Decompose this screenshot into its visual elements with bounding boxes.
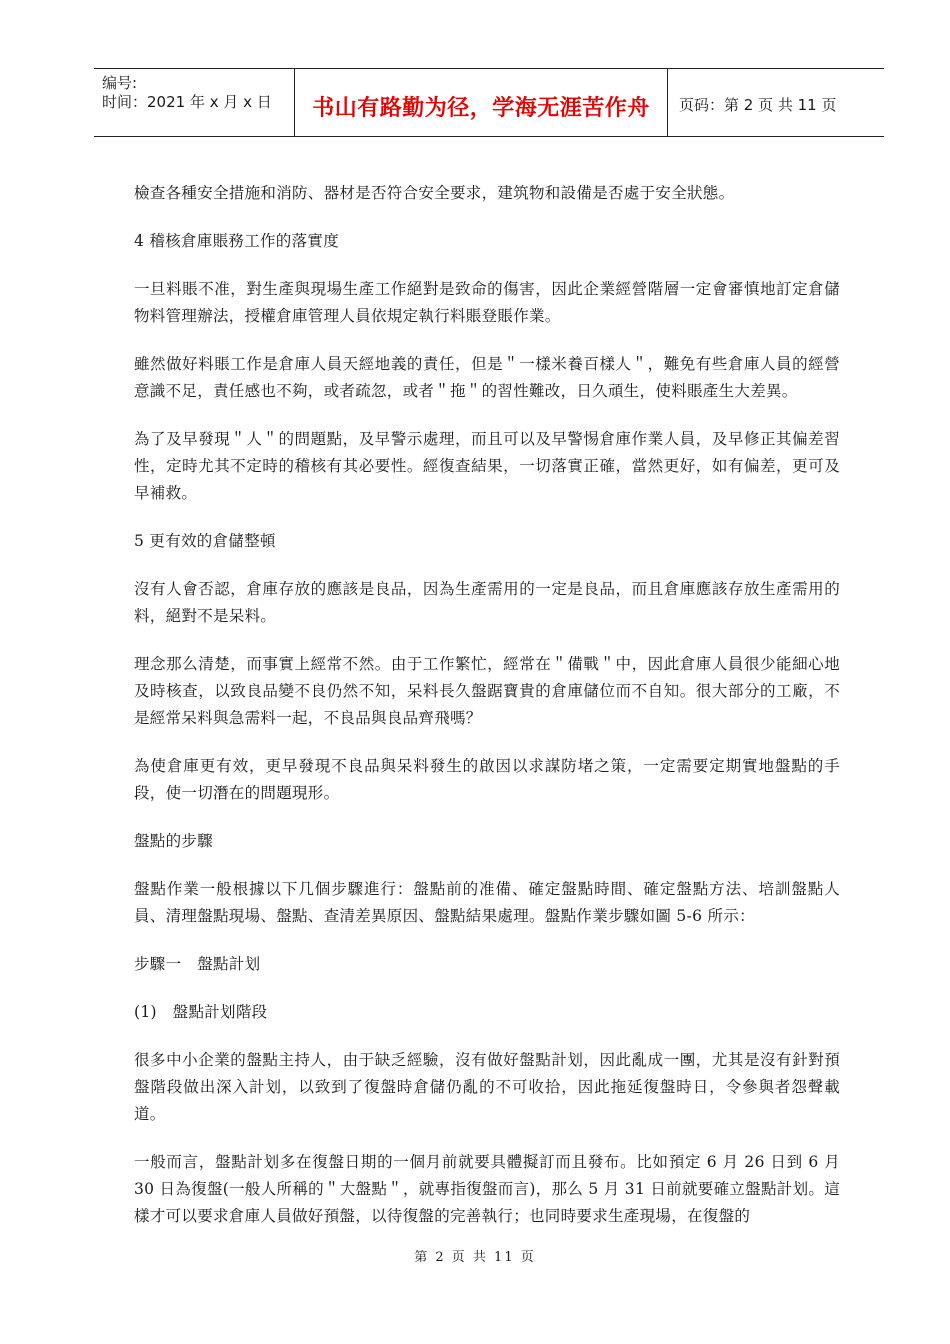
document-body [134,180,840,1251]
header-page-cell [667,69,884,136]
paragraph: 為使倉庫更有效，更早發現不良品與呆料發生的啟因以求謀防堵之策，一定需要定期實地盤點的手段，使一切潛在的問題現形。 [134,757,840,802]
paragraph: 理念那么清楚，而事實上經常不然。由于工作繁忙，經常在＂備戰＂中，因此倉庫人員很少能細心地及時核查，以致良品變不良仍然不知，呆料長久盤踞寶貴的倉庫儲位而不自知。很大部分的工廠，不是經常呆料與急需料一起，不良品與良品齊飛嗎？ [134,655,840,727]
page-code: 页码：第 2 页 共 11 页 [679,96,837,114]
header-motto-cell [294,69,668,136]
paragraph: 為了及早發現＂人＂的問題點，及早警示處理，而且可以及早警惕倉庫作業人員，及早修正其偏差習性，定時尤其不定時的稽核有其必要性。經復查結果，一切落實正確，當然更好，如有偏差，更可及早補救。 [134,430,840,502]
section-heading: 5 更有效的倉儲整頓 [134,532,276,550]
header-info-cell [94,69,294,136]
paragraph: 雖然做好料賬工作是倉庫人員天經地義的責任，但是＂一樣米養百樣人＂，難免有些倉庫人員的經營意識不足，責任感也不夠，或者疏忽，或者＂拖＂的習性難改，日久頑生，使料賬產生大差異。 [134,355,840,400]
paragraph: 很多中小企業的盤點主持人，由于缺乏經驗，沒有做好盤點計划，因此亂成一團，尤其是沒有針對預盤階段做出深入計划，以致到了復盤時倉儲仍亂的不可收拾，因此拖延復盤時日，令參與者怨聲載道。 [134,1051,840,1123]
paragraph: 一般而言，盤點計划多在復盤日期的一個月前就要具體擬訂而且發布。比如預定 6 月 26 日到 6 月 30 日為復盤(一般人所稱的＂大盤點＂，就專指復盤而言)，那么 5 月 31 日前就要確立盤點計划。這樣才可以要求倉庫人員做好預盤，以待復盤的完善執行；也同時要求生產現場，在復盤的 [134,1153,840,1225]
page-footer: 第 2 页 共 11 页 [414,1250,536,1265]
section-heading: 4 稽核倉庫賬務工作的落實度 [134,232,339,250]
paragraph: 沒有人會否認，倉庫存放的應該是良品，因為生產需用的一定是良品，而且倉庫應該存放生產需用的料，絕對不是呆料。 [134,580,840,625]
motto: 书山有路勤为径，学海无涯苦作舟 [312,96,650,121]
paragraph: 檢查各種安全措施和消防、器材是否符合安全要求，建筑物和設備是否處于安全狀態。 [134,184,735,202]
section-heading: 盤點的步驟 [134,832,214,850]
number-label: 编号: [102,74,138,92]
paragraph: 盤點作業一般根據以下几個步驟進行：盤點前的准備、確定盤點時間、確定盤點方法、培訓盤點人員、清理盤點現場、盤點、查清差異原因、盤點結果處理。盤點作業步驟如圖 5-6 所示： [134,880,840,925]
sub-heading: (1) 盤點計划階段 [134,1003,268,1021]
header-table [94,68,884,137]
time-label: 时间：2021 年 x 月 x 日 [102,93,272,111]
step-heading: 步驟一 盤點計划 [134,955,261,973]
paragraph: 一旦料賬不准，對生產與現場生產工作絕對是致命的傷害，因此企業經營階層一定會審慎地訂定倉儲物料管理辦法，授權倉庫管理人員依規定執行料賬登賬作業。 [134,280,840,325]
